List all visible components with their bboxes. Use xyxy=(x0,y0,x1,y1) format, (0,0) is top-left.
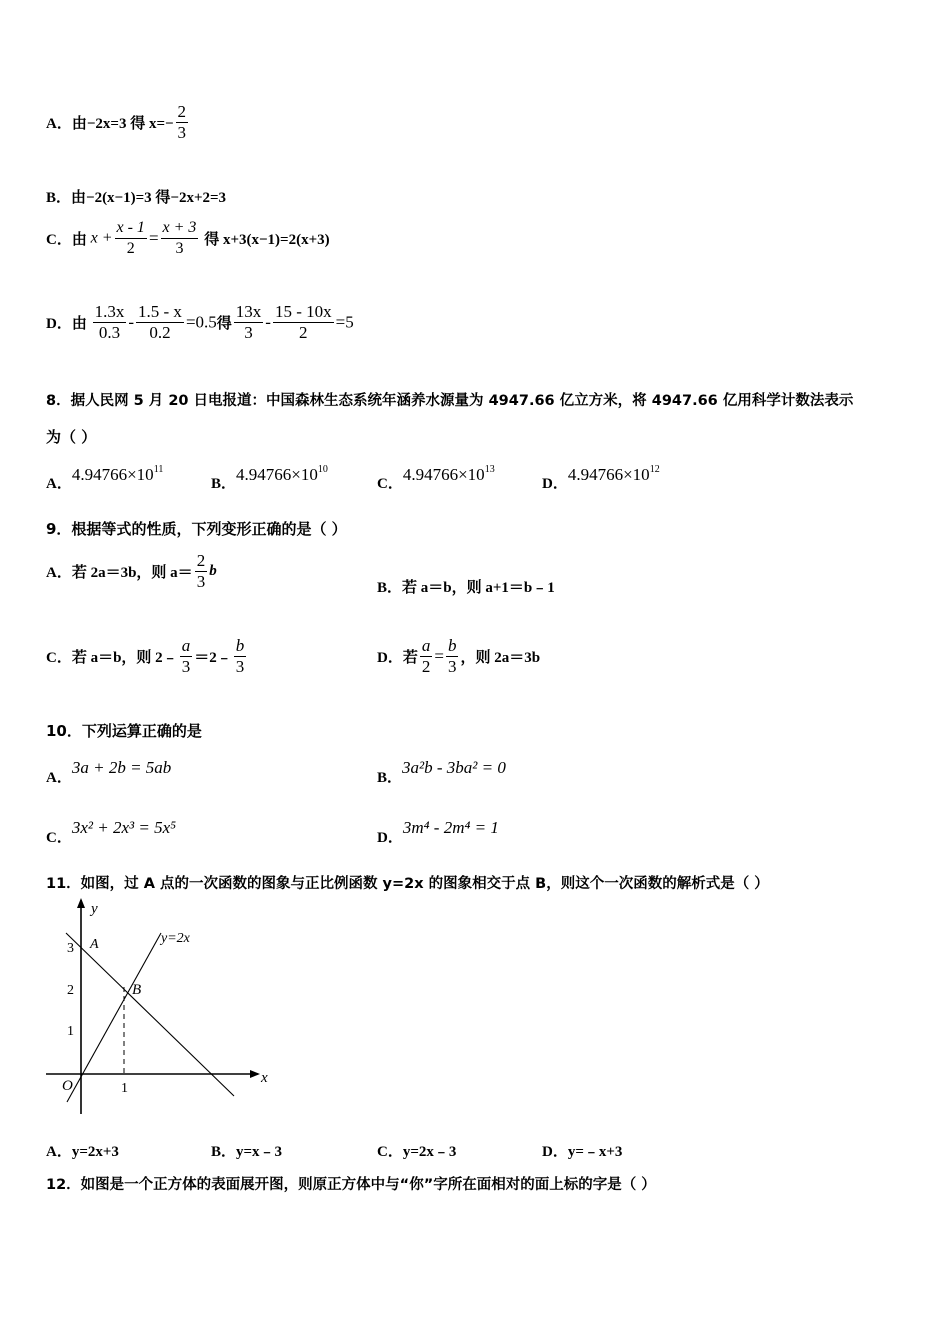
tick-y-2: 2 xyxy=(67,983,74,998)
q9-option-c: C．若 a＝b，则 2﹣ $\frac{a}{3}$ ＝2﹣ $\frac{b}{3}$ xyxy=(46,636,245,676)
point-b-label: B xyxy=(132,982,142,998)
tick-x-1: 1 xyxy=(121,1081,128,1096)
q9-stem: 9．根据等式的性质，下列变形正确的是（ ） xyxy=(46,520,347,538)
q10-stem: 10．下列运算正确的是 xyxy=(46,722,202,740)
y-axis-arrow xyxy=(77,898,85,908)
tick-y-3: 3 xyxy=(67,941,74,956)
line-label-y-2x: y=2x xyxy=(161,931,190,946)
origin-label: O xyxy=(62,1078,73,1094)
q11-graph xyxy=(40,896,280,1118)
q7-option-a: A．由−2x=3 得 x=− $\frac{2}{3}$ xyxy=(46,102,187,142)
q7-option-b: B．由−2(x−1)=3 得−2x+2=3 xyxy=(46,190,227,206)
q10-option-b: B．3a²b - 3ba² = 0 xyxy=(377,758,506,786)
q12-stem: 12．如图是一个正方体的表面展开图，则原正方体中与“你”字所在面相对的面上标的字是（ ） xyxy=(46,1177,656,1193)
q11-option-b: B．y=x﹣3 xyxy=(211,1144,283,1160)
point-a-label: A xyxy=(90,937,99,952)
q10-option-c: C．3x² + 2x³ = 5x⁵ xyxy=(46,818,177,846)
q8-option-d: D．$4.94766\times 10^{12}$ xyxy=(542,464,660,492)
q9-option-d: D．若 $\frac{a}{2}$ = $\frac{b}{3}$ ，则 2a＝3b xyxy=(377,636,541,676)
q9-option-a: A．若 2a＝3b，则 a＝ $\frac{2}{3}$ b xyxy=(46,551,217,591)
q8-stem-line2: 为（ ） xyxy=(46,428,97,446)
q7-option-c: C．由 x + $\frac{x - 1}{2}$ = $\frac{x + 3}{3}$ 得 x+3(x−1)=2(x+3) xyxy=(46,219,330,257)
q8-option-a: A．$4.94766\times 10^{11}$ xyxy=(46,464,164,492)
q8-stem-line1: 8．据人民网 5 月 20 日电报道：中国森林生态系统年涵养水源量为 4947.66 亿立方米，将 4947.66 亿用科学计数法表示 xyxy=(46,393,854,409)
q10-option-a: A．3a + 2b = 5ab xyxy=(46,758,172,786)
q8-option-c: C．$4.94766\times 10^{13}$ xyxy=(377,464,495,492)
q7-option-d: D．由 $\frac{1.3x}{0.3}$ - $\frac{1.5 - x}{0.2}$ =0.5得 $\frac{13x}{3}$ - $\frac{15 - 10x}{2}$ =5 xyxy=(46,302,354,342)
q11-stem: 11．如图，过 A 点的一次函数的图象与正比例函数 y=2x 的图象相交于点 B，则这个一次函数的解析式是（ ） xyxy=(46,876,769,892)
q10-option-d: D．3m⁴ - 2m⁴ = 1 xyxy=(377,818,499,846)
line-through-a xyxy=(66,933,234,1096)
q9-option-b: B．若 a＝b，则 a+1＝b﹣1 xyxy=(377,580,555,596)
q8-option-b: B．$4.94766\times 10^{10}$ xyxy=(211,464,328,492)
x-axis-label: x xyxy=(261,1070,268,1086)
q11-option-d: D．y=﹣x+3 xyxy=(542,1144,623,1160)
x-axis-arrow xyxy=(250,1070,260,1078)
q11-option-c: C．y=2x﹣3 xyxy=(377,1144,457,1160)
tick-y-1: 1 xyxy=(67,1024,74,1039)
q11-option-a: A．y=2x+3 xyxy=(46,1144,119,1160)
y-axis-label: y xyxy=(91,901,98,917)
